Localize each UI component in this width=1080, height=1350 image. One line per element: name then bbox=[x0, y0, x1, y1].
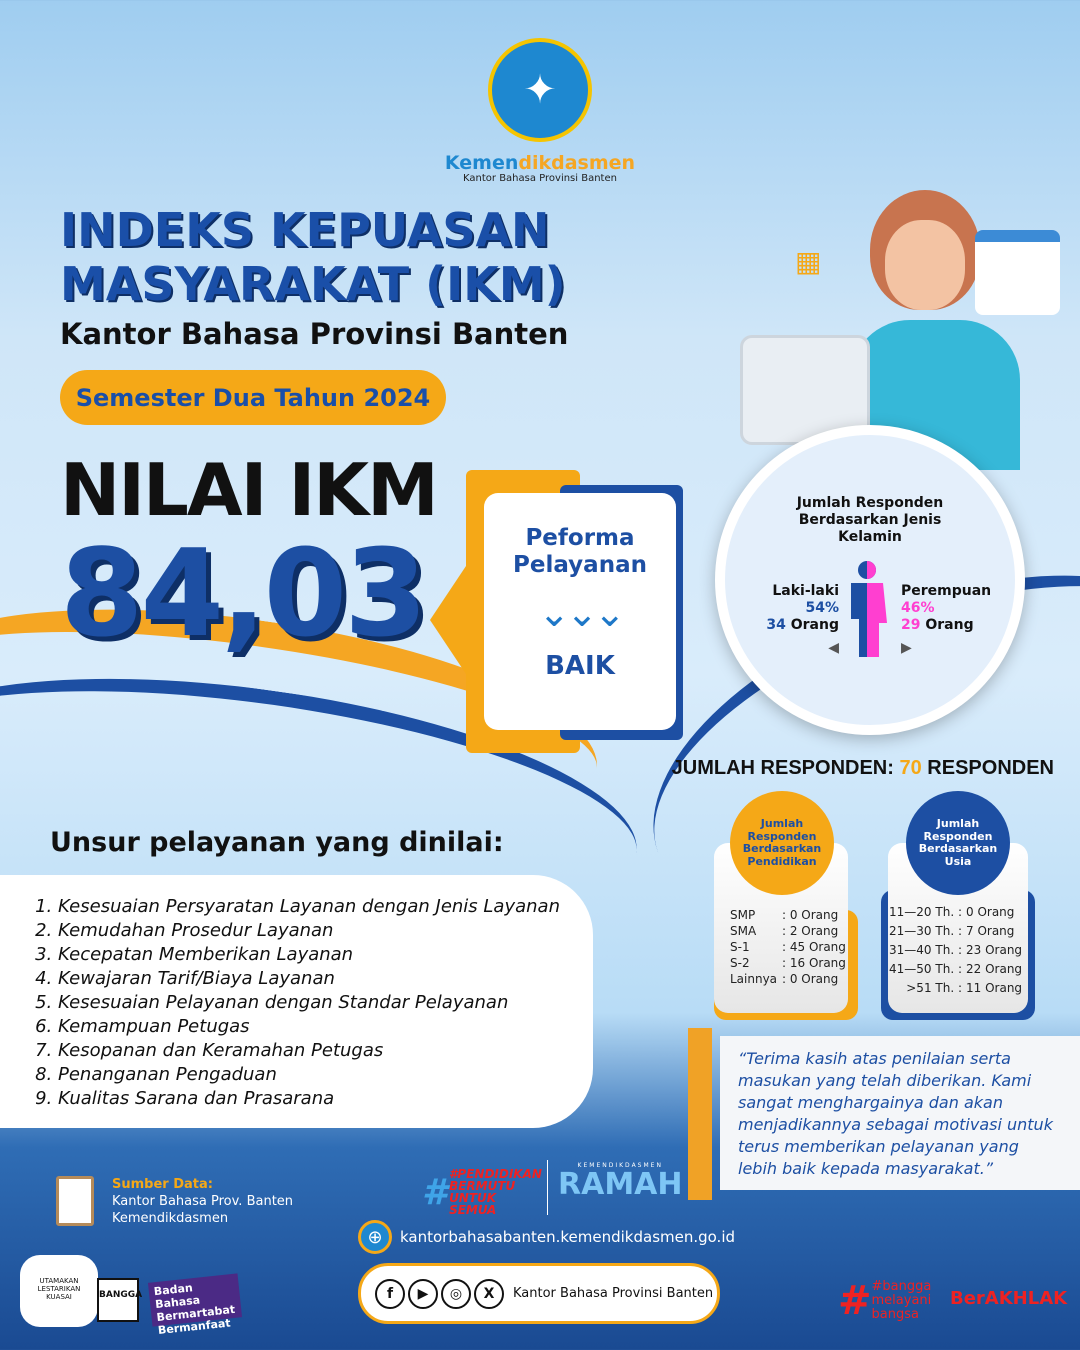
performance-rating: BAIK bbox=[545, 651, 615, 681]
unsur-item: 7. Kesopanan dan Keramahan Petugas bbox=[58, 1039, 593, 1063]
unsur-title: Unsur pelayanan yang dinilai: bbox=[50, 827, 504, 858]
unsur-item: 1. Kesesuaian Persyaratan Layanan dengan Jenis Layanan bbox=[58, 895, 593, 919]
left-arrow-icon: ◀ bbox=[828, 640, 839, 656]
performance-card bbox=[484, 493, 676, 730]
right-arrow-icon: ▶ bbox=[901, 640, 912, 656]
education-row: S-2 : 16 Orang bbox=[730, 956, 846, 970]
brand-subtitle: Kantor Bahasa Provinsi Banten bbox=[463, 173, 617, 184]
x-icon[interactable]: X bbox=[474, 1279, 504, 1309]
unsur-item: 8. Penanganan Pengaduan bbox=[58, 1063, 593, 1087]
education-row: SMP : 0 Orang bbox=[730, 908, 839, 922]
gender-title: Jumlah Responden Berdasarkan Jenis Kelamin bbox=[796, 495, 944, 545]
total-respondents: JUMLAH RESPONDEN: 70 RESPONDEN bbox=[671, 757, 1054, 779]
data-source: Sumber Data: Kantor Bahasa Prov. Banten Kemendikdasmen bbox=[112, 1177, 294, 1226]
divider bbox=[547, 1160, 548, 1215]
mascot-logo: UTAMAKAN LESTARIKAN KUASAI bbox=[20, 1255, 98, 1327]
unsur-item: 6. Kemampuan Petugas bbox=[58, 1015, 593, 1039]
chevrons-icon: ⌄⌄⌄ bbox=[538, 591, 622, 635]
badan-bahasa-logo: Badan Bahasa Bermartabat Bermanfaat bbox=[148, 1273, 242, 1326]
ramah-logo: KEMENDIKDASMEN RAMAH bbox=[558, 1162, 683, 1202]
age-title-bubble: Jumlah Responden Berdasarkan Usia bbox=[906, 791, 1010, 895]
thank-you-quote: “Terima kasih atas penilaian serta masukan yang telah diberikan. Kami sangat menghargainya dan akan menjadikannya sebagai motivasi untuk terus memberikan pelayanan yang lebih baik kepada masyarakat.” bbox=[720, 1036, 1080, 1190]
age-row: 41—50 Th. : 22 Orang bbox=[889, 962, 1023, 976]
page-title: INDEKS KEPUASAN MASYARAKAT (IKM) bbox=[60, 203, 566, 311]
quote-bar bbox=[688, 1028, 712, 1200]
education-row: S-1 : 45 Orang bbox=[730, 940, 846, 954]
unsur-list-card bbox=[0, 875, 593, 1128]
bangga-bahasa-logo: BANGGA bbox=[97, 1278, 139, 1322]
education-row: Lainnya : 0 Orang bbox=[730, 972, 839, 986]
unsur-item: 3. Kecepatan Memberikan Layanan bbox=[58, 943, 593, 967]
age-row: 11—20 Th. : 0 Orang bbox=[889, 905, 1015, 919]
office-subtitle: Kantor Bahasa Provinsi Banten bbox=[60, 317, 569, 351]
youtube-icon[interactable]: ▶ bbox=[408, 1279, 438, 1309]
bangga-melayani-logo: # #bangga melayani bangsa bbox=[838, 1278, 932, 1324]
age-row: 21—30 Th. : 7 Orang bbox=[889, 924, 1015, 938]
unsur-item: 9. Kualitas Sarana dan Prasarana bbox=[58, 1087, 593, 1111]
gender-panel bbox=[715, 425, 1025, 735]
brand-name: Kemendikdasmen bbox=[444, 152, 636, 174]
card-pointer bbox=[430, 560, 470, 680]
globe-icon: ⊕ bbox=[358, 1220, 392, 1254]
age-row: >51 Th. : 11 Orang bbox=[906, 981, 1023, 995]
unsur-item: 2. Kemudahan Prosedur Layanan bbox=[58, 919, 593, 943]
age-row: 31—40 Th. : 23 Orang bbox=[889, 943, 1023, 957]
clipboard-icon bbox=[56, 1176, 94, 1226]
performance-title: Peforma Pelayanan bbox=[513, 525, 647, 578]
instagram-icon[interactable]: ◎ bbox=[441, 1279, 471, 1309]
character-illustration: ▦ bbox=[740, 190, 1070, 460]
education-row: SMA : 2 Orang bbox=[730, 924, 839, 938]
female-stats: Perempuan 46% 29 Orang ▶ bbox=[901, 583, 1011, 657]
ikm-label: NILAI IKM bbox=[60, 448, 437, 532]
education-title-bubble: Jumlah Responden Berdasarkan Pendidikan bbox=[730, 791, 834, 895]
ikm-score: 84,03 bbox=[60, 525, 425, 664]
unsur-item: 4. Kewajaran Tarif/Biaya Layanan bbox=[58, 967, 593, 991]
social-handle: Kantor Bahasa Provinsi Banten bbox=[513, 1286, 714, 1301]
period-badge: Semester Dua Tahun 2024 bbox=[60, 370, 446, 425]
male-stats: Laki-laki 54% 34 Orang ◀ bbox=[753, 583, 839, 657]
website-link[interactable]: ⊕ kantorbahasabanten.kemendikdasmen.go.id bbox=[358, 1220, 735, 1254]
berakhlak-logo: BerAKHLAK bbox=[950, 1288, 1068, 1309]
gender-person-icon bbox=[847, 561, 887, 657]
unsur-item: 5. Kesesuaian Pelayanan dengan Standar Pelayanan bbox=[58, 991, 593, 1015]
tut-wuri-handayani-logo: ✦ bbox=[488, 38, 592, 142]
social-media-bar[interactable] bbox=[358, 1263, 720, 1324]
pendidikan-bermutu-logo: # #PENDIDIKAN BERMUTU UNTUK SEMUA bbox=[422, 1167, 542, 1217]
facebook-icon[interactable]: f bbox=[375, 1279, 405, 1309]
